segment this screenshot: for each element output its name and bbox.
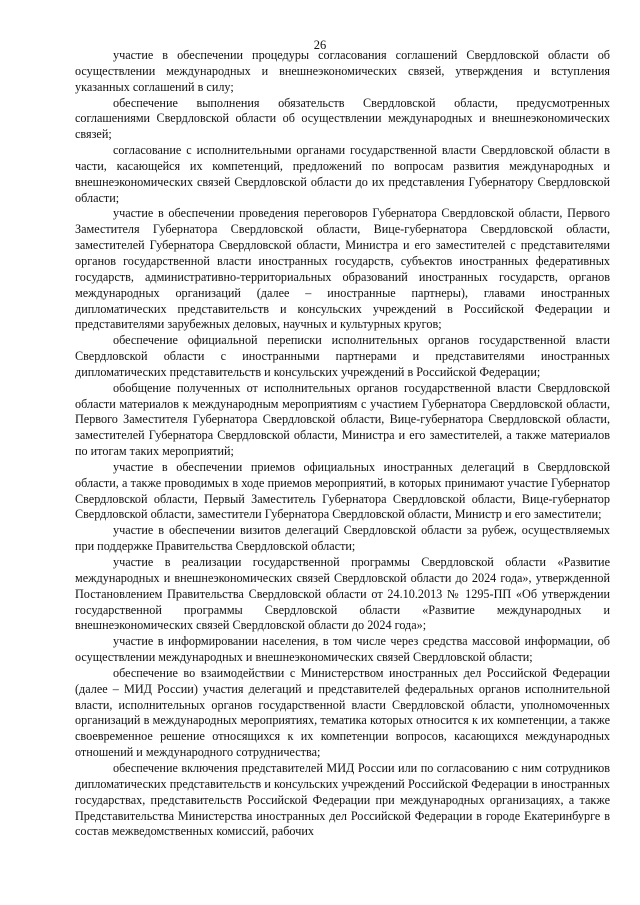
paragraph: участие в реализации государственной программы Свердловской области «Развитие международных и внешнеэкономических связей Свердловской области до 2024 года», утвержденной Постановлением Правительства Свердловской области от 24.10.2013 № 1295-ПП «Об утверждении государственной программы Свердловской области «Развитие международных и внешнеэкономических связей Свердловской области до 2024 года»;: [75, 555, 610, 633]
paragraph: участие в обеспечении визитов делегаций Свердловской области за рубеж, осуществляемых при поддержке Правительства Свердловской области;: [75, 523, 610, 554]
document-body: [75, 48, 610, 840]
paragraph: обеспечение включения представителей МИД России или по согласованию с ним сотрудников дипломатических представительств и консульских учреждений Российской Федерации в иностранных государствах, представительств Российской Федерации при международных организациях, а также Представительства Министерства иностранных дел Российской Федерации в городе Екатеринбурге в состав межведомственных комиссий, рабочих: [75, 760, 610, 839]
page-number: 26: [313, 38, 327, 52]
paragraph: обеспечение выполнения обязательств Свердловской области, предусмотренных соглашениями Свердловской области об осуществлении международных и внешнеэкономических связей;: [75, 95, 610, 142]
paragraph: согласование с исполнительными органами государственной власти Свердловской области в части, касающейся их компетенций, предложений по вопросам развития международных и внешнеэкономических связей Свердловской области до их представления Губернатору Свердловской области;: [75, 143, 610, 205]
paragraph: участие в обеспечении проведения переговоров Губернатора Свердловской области, Первого Заместителя Губернатора Свердловской области, Вице-губернатора Свердловской области, заместителей Губернатора Свердловской области, Министра и его заместителей с представителями органов государственной власти иностранных государств, субъектов иностранных федеративных государств, административно-территориальных образований иностранных государств, органов международных организаций (далее – иностранные партнеры), главами иностранных дипломатических представительств и консульских учреждений в Российской Федерации и представителями зарубежных деловых, научных и культурных кругов;: [75, 206, 610, 332]
paragraph: участие в информировании населения, в том числе через средства массовой информации, об осуществлении международных и внешнеэкономических связей Свердловской области;: [75, 634, 610, 665]
paragraph: участие в обеспечении приемов официальных иностранных делегаций в Свердловской области, а также проводимых в ходе приемов мероприятий, в которых принимают участие Губернатор Свердловской области, Первый Заместитель Губернатора Свердловской области, Вице-губернатор Свердловской области, заместители Губернатора Свердловской области, Министр и его заместители;: [75, 459, 610, 522]
paragraph: обобщение полученных от исполнительных органов государственной власти Свердловской области материалов к международным мероприятиям с участием Губернатора Свердловской области, Первого Заместителя Губернатора Свердловской области, Вице-губернатора Свердловской области, заместителей Губернатора Свердловской области, Министра и его заместителей, а также материалов по итогам таких мероприятий;: [75, 380, 610, 459]
paragraph: обеспечение во взаимодействии с Министерством иностранных дел Российской Федерации (далее – МИД России) участия делегаций и представителей федеральных органов исполнительной власти, исполнительных органов государственной власти Свердловской области, уполномоченных организаций в международных мероприятиях, тематика которых относится к их компетенции, а также своевременное решение относящихся к их компетенции вопросов, касающихся международных отношений и международного сотрудничества;: [75, 665, 610, 760]
paragraph: обеспечение официальной переписки исполнительных органов государственной власти Свердловской области с иностранными партнерами и представителями иностранных дипломатических представительств и консульских учреждений в Российской Федерации;: [75, 333, 610, 379]
paragraph: участие в обеспечении процедуры согласования соглашений Свердловской области об осуществлении международных и внешнеэкономических связей, утверждения и вступления указанных соглашений в силу;: [75, 48, 610, 94]
